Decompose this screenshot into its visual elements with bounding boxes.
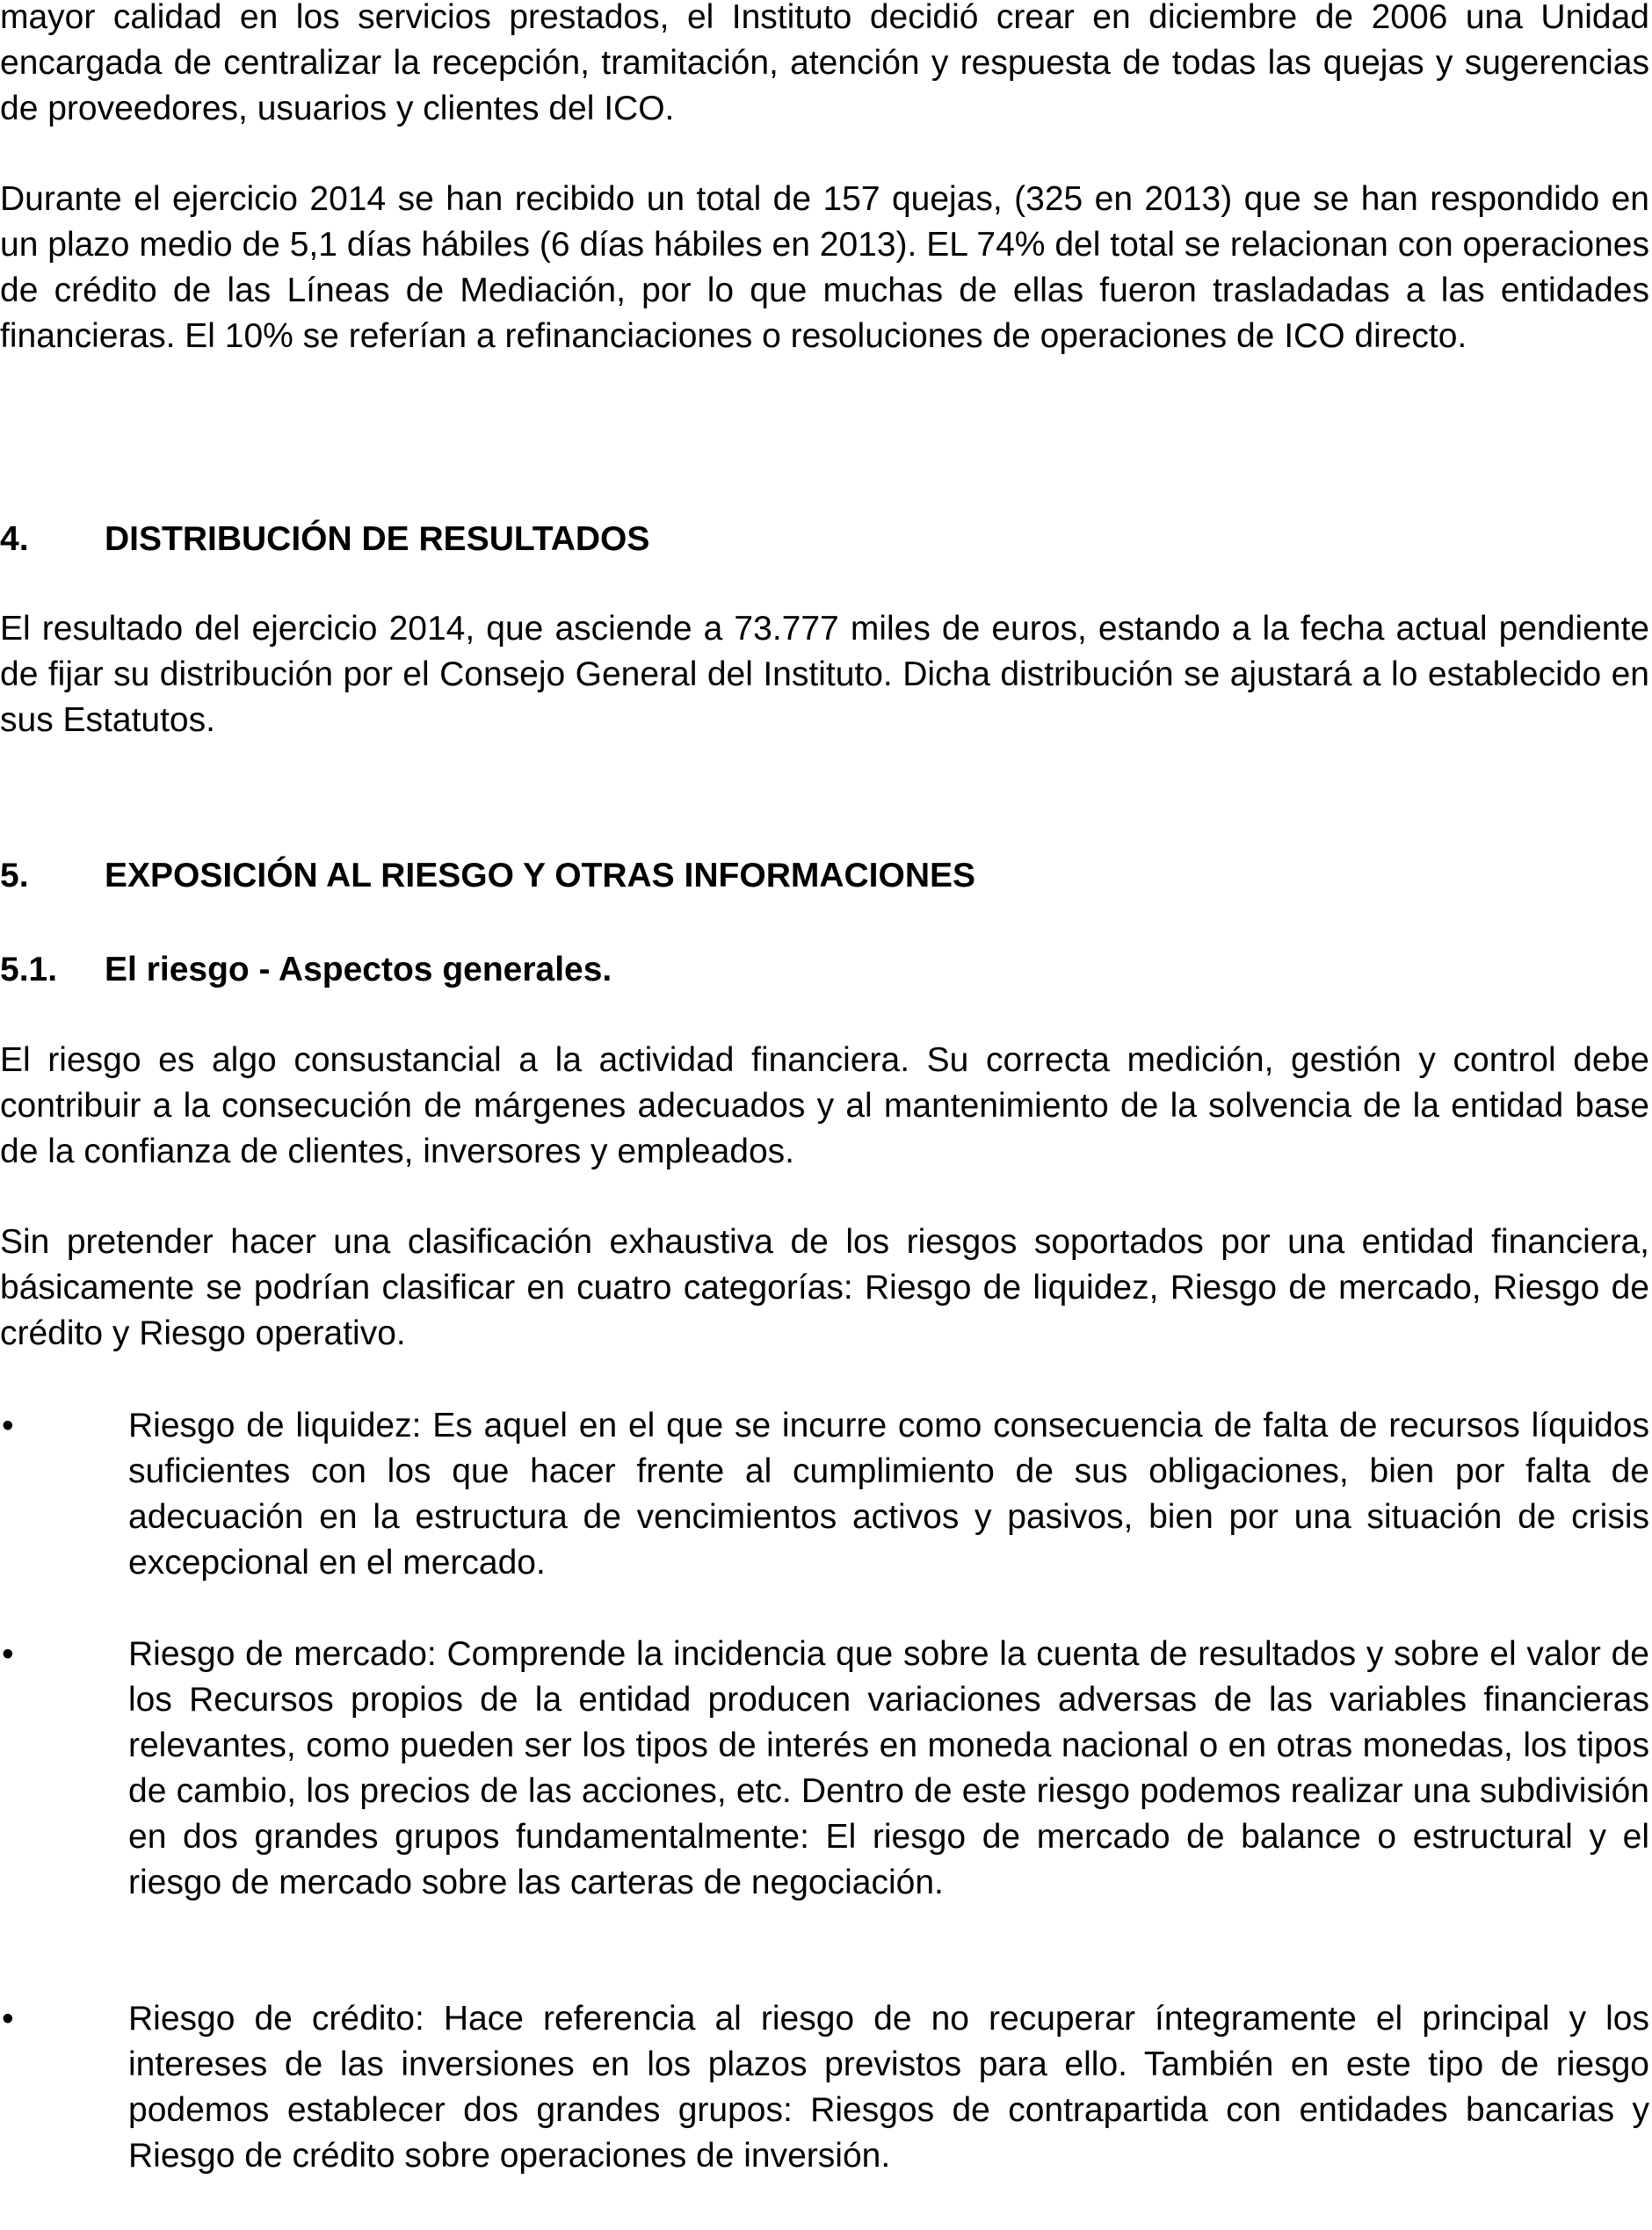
section-number: 4. [0, 520, 29, 558]
bullet-icon: • [2, 1407, 14, 1444]
list-item-text: Riesgo de liquidez: Es aquel en el que se incurre como consecuencia de falta de recursos líquidos suficientes con los que hacer frente al cumplimiento de sus obligaciones, bien por falta de adecuación en la estructura de vencimientos activos y pasivos, bien por una situación de crisis excepcional en el mercado. [128, 1407, 1649, 1582]
section-number: 5. [0, 857, 29, 894]
paragraph-clasificacion: Sin pretender hacer una clasificación exhaustiva de los riesgos soportados por una entidad financiera, básicamente se podrían clasificar en cuatro categorías: Riesgo de liquidez, Riesgo de mercado, Riesgo de crédito y Riesgo operativo. [0, 1223, 1649, 1352]
section-title: EXPOSICIÓN AL RIESGO Y OTRAS INFORMACIONES [105, 857, 976, 894]
section-number: 5.1. [0, 951, 58, 988]
list-item-text: Riesgo de mercado: Comprende la incidencia que sobre la cuenta de resultados y sobre el valor de los Recursos propios de la entidad producen variaciones adversas de las variables financieras relevantes, como pueden ser los tipos de interés en moneda nacional o en otras monedas, los tipos de cambio, los precios de las acciones, etc. Dentro de este riesgo podemos realizar una subdivisión en dos grandes grupos fundamentalmente: El riesgo de mercado de balance o estructural y el riesgo de mercado sobre las carteras de negociación. [128, 1635, 1649, 1901]
section-title: El riesgo - Aspectos generales. [105, 951, 612, 988]
paragraph-riesgo-general: El riesgo es algo consustancial a la actividad financiera. Su correcta medición, gestión y control debe contribuir a la consecución de márgenes adecuados y al mantenimiento de la solvencia de la entidad base de la confianza de clientes, inversores y empleados. [0, 1041, 1649, 1170]
paragraph-quejas-2014: Durante el ejercicio 2014 se han recibido un total de 157 quejas, (325 en 2013) que se han respondido en un plazo medio de 5,1 días hábiles (6 días hábiles en 2013). EL 74% del total se relacionan con operaciones de crédito de las Líneas de Mediación, por lo que muchas de ellas fueron trasladadas a las entidades financieras. El 10% se referían a refinanciaciones o resoluciones de operaciones de ICO directo. [0, 180, 1649, 355]
subsection-heading-5-1 [0, 947, 612, 993]
section-title: DISTRIBUCIÓN DE RESULTADOS [105, 520, 650, 558]
bullet-icon: • [2, 1635, 14, 1673]
paragraph-quejas-unidad: mayor calidad en los servicios prestados, el Instituto decidió crear en diciembre de 2006 una Unidad encargada de centralizar la recepción, tramitación, atención y respuesta de todas las quejas y sugerencias de proveedores, usuarios y clientes del ICO. [0, 0, 1649, 127]
section-heading-5 [0, 853, 975, 899]
paragraph-distribucion: El resultado del ejercicio 2014, que asciende a 73.777 miles de euros, estando a la fecha actual pendiente de fijar su distribución por el Consejo General del Instituto. Dicha distribución se ajustará a lo establecido en sus Estatutos. [0, 610, 1649, 739]
section-heading-4 [0, 517, 649, 562]
list-item-text: Riesgo de crédito: Hace referencia al riesgo de no recuperar íntegramente el principal y los intereses de las inversiones en los plazos previstos para ello. También en este tipo de riesgo podemos establecer dos grandes grupos: Riesgos de contrapartida con entidades bancarias y Riesgo de crédito sobre operaciones de inversión. [128, 2000, 1649, 2175]
bullet-icon: • [2, 2000, 14, 2038]
